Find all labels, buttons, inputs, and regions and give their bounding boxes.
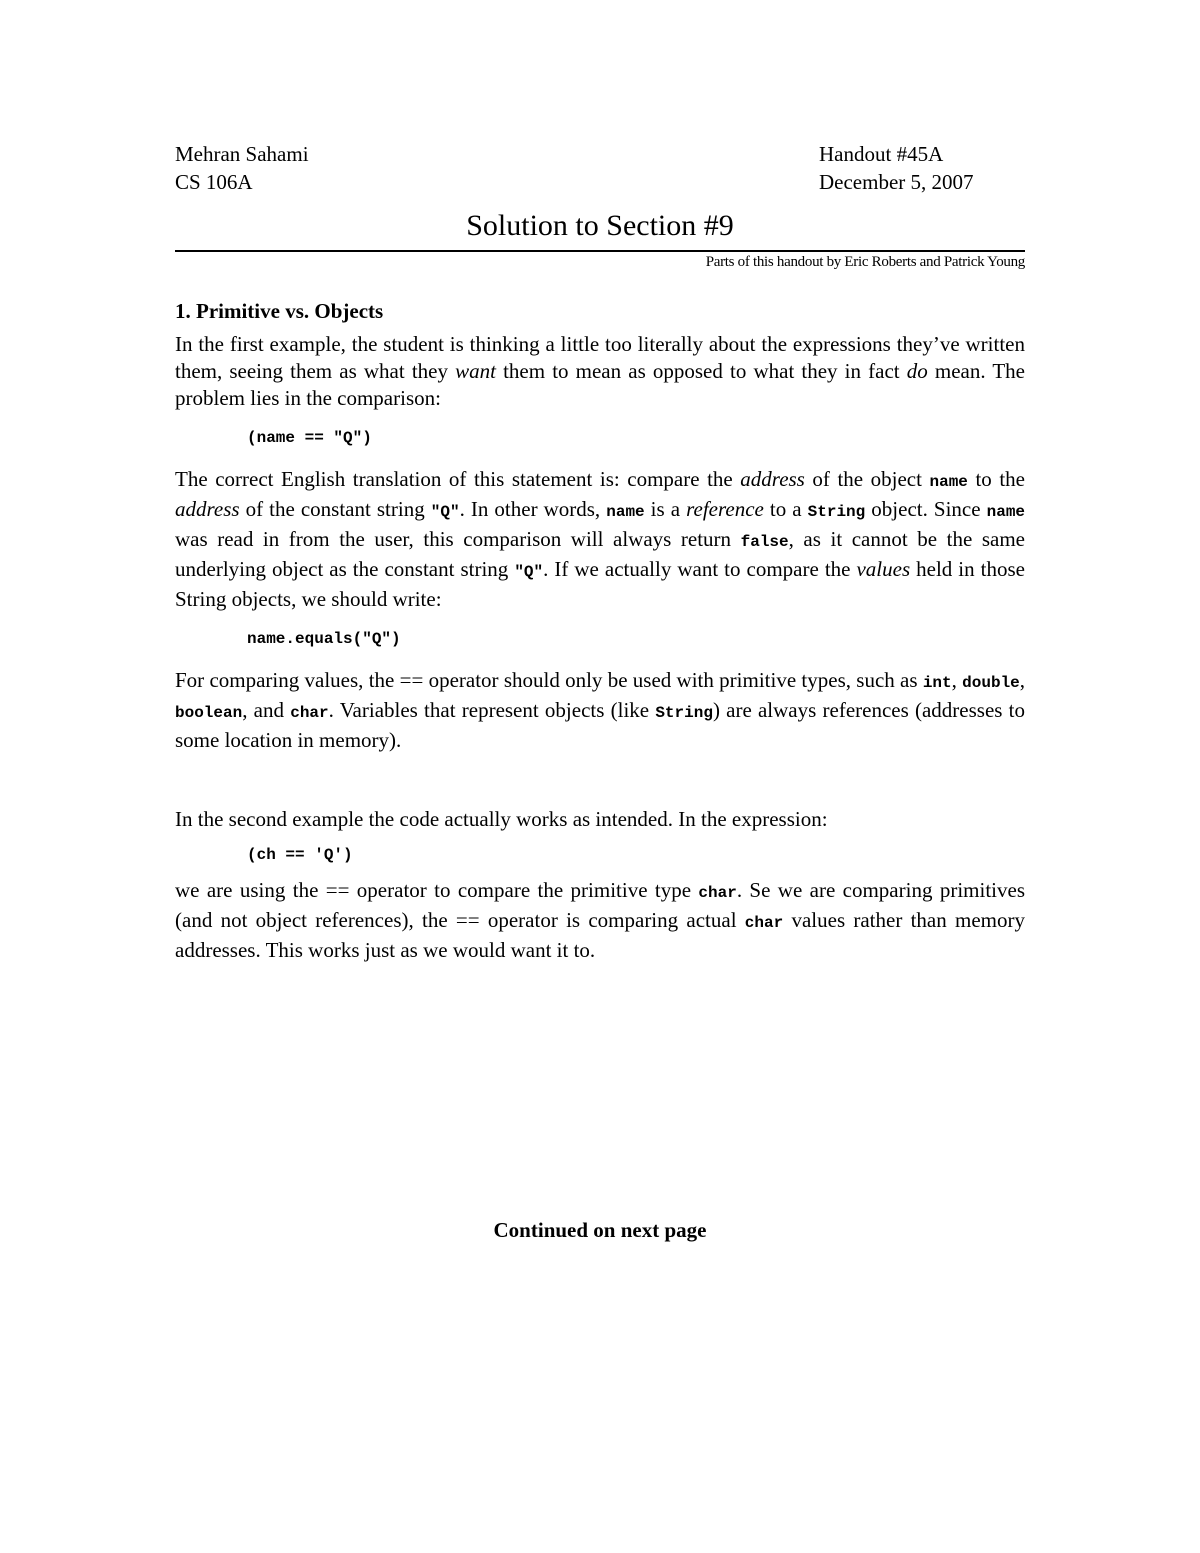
code-block-1: (name == "Q") — [247, 429, 372, 447]
paragraph-5: we are using the == operator to compare the primitive type char. Se we are comparing primitives (and not object references), the == operator is comparing actual char values rather than memory addresses. This works just as we would want it to. — [175, 878, 1025, 962]
handout-page — [175, 140, 1026, 1242]
header-row-1 — [175, 140, 1025, 168]
credit-line: Parts of this handout by Eric Roberts and Patrick Young — [705, 254, 1025, 270]
handout-number: Handout #45A — [819, 142, 944, 166]
course-name: CS 106A — [175, 170, 253, 194]
handout-date: December 5, 2007 — [819, 170, 974, 194]
paragraph-2: The correct English translation of this statement is: compare the address of the object name to the address of the constant string "Q". In other words, name is a reference to a String object. Since name was read in from the user, this comparison will always return false, as it cannot be the same underlying object as the constant string "Q". If we actually want to compare the values held in those String objects, we should write: — [175, 467, 1026, 611]
paragraph-3: For comparing values, the == operator should only be used with primitive types, such as int, double, boolean, and char. Variables that represent objects (like String) are always references (addresses to some location in memory). — [175, 668, 1026, 752]
code-block-2: name.equals("Q") — [247, 630, 401, 648]
paragraph-4: In the second example the code actually works as intended. In the expression: — [175, 807, 828, 831]
author-name: Mehran Sahami — [175, 142, 309, 166]
code-block-3: (ch == 'Q') — [247, 846, 353, 864]
header-row-2 — [175, 168, 1025, 196]
continued-note: Continued on next page — [493, 1218, 707, 1242]
title-rule — [175, 250, 1025, 252]
section-heading: 1. Primitive vs. Objects — [175, 299, 384, 323]
paragraph-1: In the first example, the student is thinking a little too literally about the expressions they’ve written them, seeing them as what they want them to mean as opposed to what they in fact do mean. The problem lies in the comparison: — [175, 332, 1025, 410]
page-title: Solution to Section #9 — [466, 209, 734, 242]
